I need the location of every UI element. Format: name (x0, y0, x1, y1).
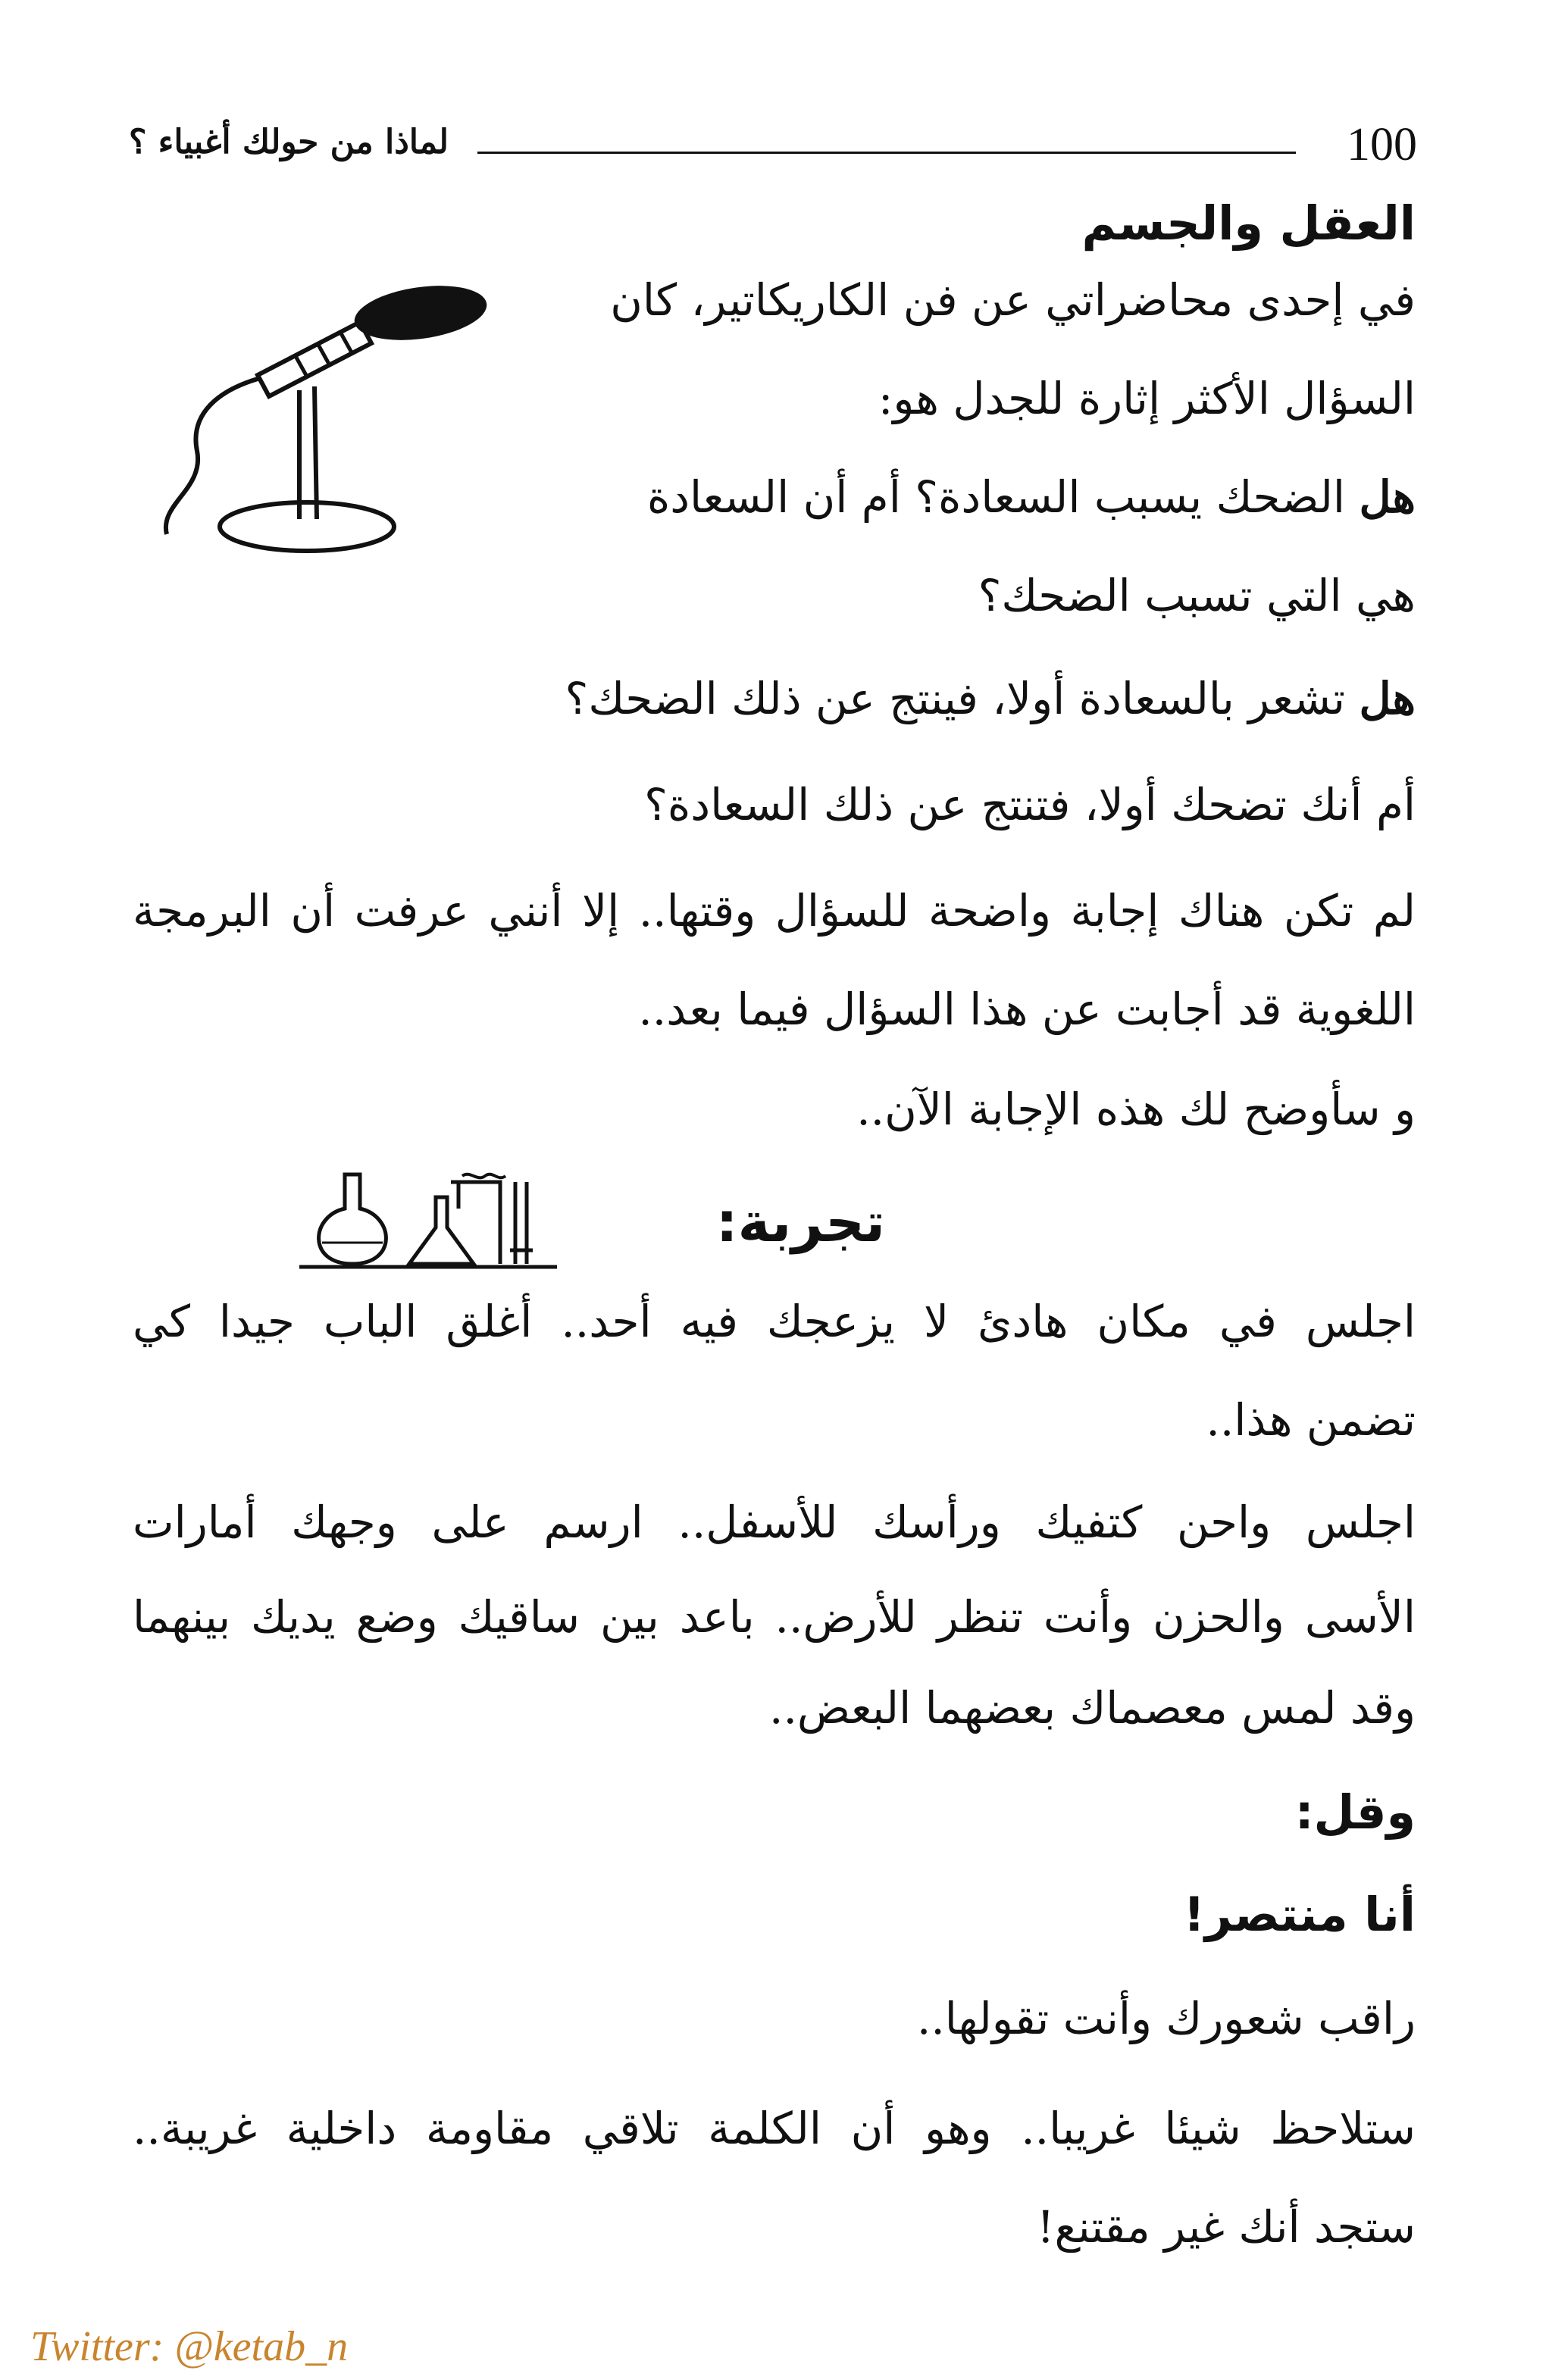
text-line-16: ستلاحظ شيئا غريبا.. وهو أن الكلمة تلاقي مقاومة داخلية غريبة.. (133, 2103, 1416, 2154)
text-line-6: أم أنك تضحك أولا، فتنتج عن ذلك السعادة؟ (644, 779, 1416, 830)
lab-flasks-illustration (299, 1167, 557, 1273)
header-rule (477, 152, 1296, 154)
text-line-1: في إحدى محاضراتي عن فن الكاريكاتير، كان (610, 274, 1416, 326)
text-line-9: و سأوضح لك هذه الإجابة الآن.. (856, 1084, 1416, 1135)
text-line-5-rest: تشعر بالسعادة أولا، فينتج عن ذلك الضحك؟ (565, 673, 1346, 724)
twitter-watermark: Twitter: @ketab_n (30, 2323, 349, 2370)
text-line-5 (565, 673, 1416, 726)
text-line-15: راقب شعورك وأنت تقولها.. (916, 1993, 1416, 2044)
text-line-13: الأسى والحزن وأنت تنظر للأرض.. باعد بين ساقيك وضع يديك بينهما (133, 1591, 1416, 1643)
text-line-14: وقد لمس معصماك بعضهما البعض.. (769, 1682, 1416, 1734)
text-line-10: اجلس في مكان هادئ لا يزعجك فيه أحد.. أغلق الباب جيدا كي (133, 1296, 1416, 1347)
microphone-illustration (144, 277, 493, 565)
text-line-2: السؤال الأكثر إثارة للجدل هو: (878, 373, 1416, 424)
bold-lead-word: هل (1359, 673, 1416, 724)
page-number: 100 (1347, 119, 1417, 170)
text-line-7: لم تكن هناك إجابة واضحة للسؤال وقتها.. إلا أنني عرفت أن البرمجة (133, 885, 1416, 937)
text-line-17: ستجد أنك غير مقتنع! (1037, 2201, 1416, 2253)
section-title: العقل والجسم (1081, 195, 1416, 251)
say-heading: وقل: (1294, 1784, 1416, 1840)
experiment-title: تجربة: (715, 1190, 885, 1254)
bold-lead-word: هل (1359, 471, 1416, 523)
victory-phrase: أنا منتصر! (1183, 1887, 1416, 1942)
text-line-12: اجلس واحن كتفيك ورأسك للأسفل.. ارسم على وجهك أمارات (133, 1496, 1416, 1548)
page-header (129, 114, 1417, 189)
text-line-3 (647, 471, 1416, 524)
text-line-3-rest: الضحك يسبب السعادة؟ أم أن السعادة (646, 471, 1346, 523)
text-line-8: اللغوية قد أجابت عن هذا السؤال فيما بعد.. (638, 984, 1416, 1035)
text-line-11: تضمن هذا.. (1206, 1394, 1416, 1446)
running-title: لماذا من حولك أغبياء ؟ (129, 123, 449, 161)
text-line-4: هي التي تسبب الضحك؟ (978, 570, 1416, 621)
